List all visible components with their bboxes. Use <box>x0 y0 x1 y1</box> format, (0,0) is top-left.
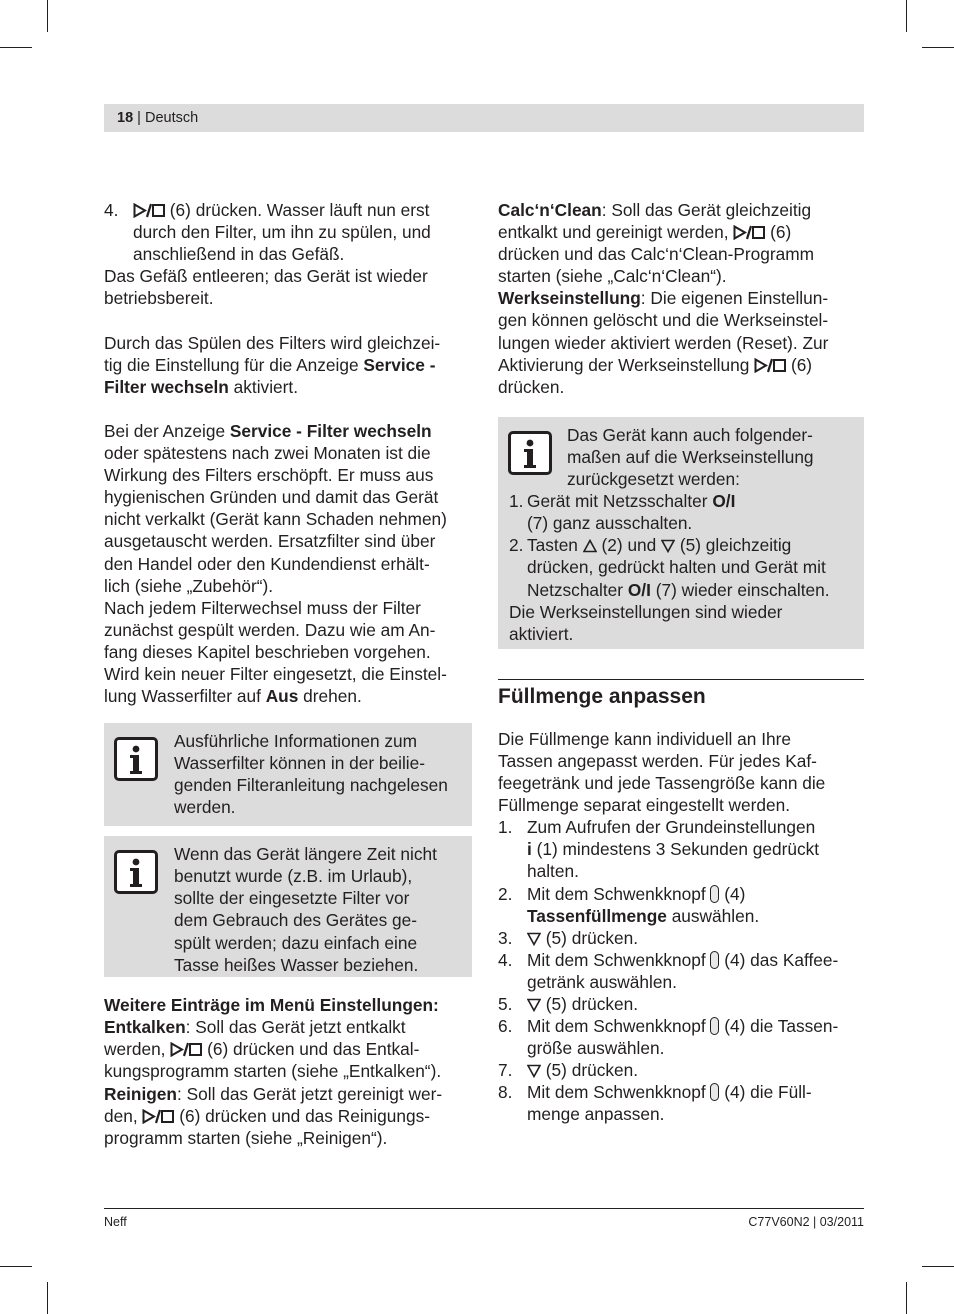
footer-divider <box>104 1208 864 1209</box>
triangle-down-icon <box>527 1059 541 1081</box>
text-span: (5) gleichzeitig <box>675 535 792 556</box>
crop-mark <box>0 1266 32 1267</box>
start-stop-icon <box>754 354 786 376</box>
switch-label: O/I <box>627 579 651 600</box>
text-span: (5) drücken. <box>541 927 639 948</box>
step-number: 1. <box>509 491 524 512</box>
triangle-down-icon <box>527 927 541 949</box>
text-line: gen können gelöscht und die Werkseinstel- <box>498 310 829 331</box>
text-span: (2) und <box>596 535 662 556</box>
triangle-down-icon <box>661 534 675 556</box>
reset-step-2 <box>509 534 858 600</box>
text-span: aktiviert. <box>228 376 299 397</box>
text-line: oder spätestens nach zwei Monaten ist die <box>104 443 431 464</box>
info-icon <box>508 431 552 475</box>
text-line: Tassen angepasst werden. Für jedes Kaf- <box>498 750 817 771</box>
menu-entry-label: Reinigen <box>104 1083 177 1104</box>
crop-mark <box>0 47 32 48</box>
switch-label: O/I <box>712 491 736 512</box>
start-stop-icon <box>170 1038 202 1060</box>
step-number: 2. <box>498 883 513 904</box>
text-line: getränk auswählen. <box>527 971 677 992</box>
start-stop-icon <box>133 199 165 221</box>
text-line: größe auswählen. <box>527 1038 665 1059</box>
display-label: Service - Filter wechseln <box>229 420 432 441</box>
text-span: (4) das Kaffee- <box>719 949 839 970</box>
step-5 <box>498 993 864 1015</box>
text-line: halten. <box>527 861 579 882</box>
text-line: starten (siehe „Calc‘n‘Clean“). <box>498 266 727 287</box>
text-line: Zum Aufrufen der Grundeinstellungen <box>527 817 816 838</box>
step-number: 6. <box>498 1016 513 1037</box>
text-line: drücken, gedrückt halten und Gerät mit <box>527 557 826 578</box>
text-line: lich (siehe „Zubehör“). <box>104 575 274 596</box>
text-line: Das Gerät kann auch folgender- <box>567 424 813 445</box>
text-line: Füllmenge separat eingestellt werden. <box>498 795 791 816</box>
text-line: Die Füllmenge kann individuell an Ihre <box>498 728 791 749</box>
text-span: den, <box>104 1105 143 1126</box>
text-span: Mit dem Schwenkknopf <box>527 1082 711 1103</box>
step-2 <box>498 883 864 927</box>
text-span: Tasten <box>527 535 583 556</box>
text-line: drücken. <box>498 376 565 397</box>
text-line: zunächst gespült werden. Dazu wie am An- <box>104 619 436 640</box>
reset-step-1 <box>509 490 858 534</box>
step-7 <box>498 1059 864 1081</box>
text-line: aktiviert. <box>509 623 574 644</box>
text-span: : Soll das Gerät jetzt gereinigt wer- <box>176 1083 443 1104</box>
footer-brand: Neff <box>104 1215 127 1229</box>
page-header <box>104 104 864 132</box>
step-number: 3. <box>498 927 513 948</box>
text-line: Wirkung des Filters erschöpft. Er muss aus <box>104 465 434 486</box>
step-8 <box>498 1081 864 1125</box>
text-line: den Handel oder den Kundendienst erhält- <box>104 553 430 574</box>
text-span: (6) <box>765 222 792 243</box>
footer-model: C77V60N2 | 03/2011 <box>748 1215 864 1229</box>
text-line: programm starten (siehe „Reinigen“). <box>104 1127 388 1148</box>
step-3 <box>498 927 864 949</box>
text-line: durch den Filter, um ihn zu spülen, und <box>133 222 431 243</box>
text-span: werden, <box>104 1039 171 1060</box>
crop-mark <box>922 47 954 48</box>
text-line: sollte der eingesetzte Filter vor <box>174 888 410 909</box>
text-span: Mit dem Schwenkknopf <box>527 949 711 970</box>
text-span: : Soll das Gerät gleichzeitig <box>601 200 812 220</box>
text-line: kungsprogramm starten (siehe „Entkalken“). <box>104 1061 442 1082</box>
step-number: 1. <box>498 817 513 838</box>
text-span: drehen. <box>298 686 362 707</box>
text-line: menge anpassen. <box>527 1104 665 1125</box>
text-line: anschließend in das Gefäß. <box>133 244 345 265</box>
text-line: Nach jedem Filterwechsel muss der Filter <box>104 597 421 618</box>
text-line: Tasse heißes Wasser beziehen. <box>174 954 419 975</box>
text-span: (6) drücken und das Reinigungs- <box>174 1105 430 1126</box>
text-line: hygienischen Gründen und damit das Gerät <box>104 487 439 508</box>
step-4b <box>498 949 864 993</box>
triangle-down-icon <box>527 993 541 1015</box>
text-line: lungen wieder aktiviert werden (Reset). Zur <box>498 332 829 353</box>
menu-entry-label: Werkseinstellung <box>498 288 641 309</box>
text-line: werden. <box>174 797 236 818</box>
text-span: (7) wieder einschalten. <box>650 579 830 600</box>
text-line: fang dieses Kapitel beschrieben vorgehen. <box>104 641 431 662</box>
setting-value: Aus <box>265 686 299 707</box>
text-line: betriebsbereit. <box>104 288 214 309</box>
text-line: feegetränk und jede Tassengröße kann die <box>498 773 826 794</box>
menu-entry-label: Calc‘n‘Clean <box>498 200 602 220</box>
step-6 <box>498 1015 864 1059</box>
step-number: 4. <box>498 949 513 970</box>
left-column <box>104 199 472 1149</box>
text-line: genden Filteranleitung nachgelesen <box>174 775 448 796</box>
text-span: Bei der Anzeige <box>104 420 230 441</box>
triangle-up-icon <box>583 534 597 556</box>
text-span: tig die Einstellung für die Anzeige <box>104 354 364 375</box>
text-line: Das Gefäß entleeren; das Gerät ist wieder <box>104 266 428 287</box>
text-span: (6) <box>786 354 813 375</box>
text-line: Die Werkseinstellungen sind wieder <box>509 601 783 622</box>
text-line: (6) drücken. Wasser läuft nun erst <box>165 200 430 220</box>
text-line: Wird kein neuer Filter eingesetzt, die Einstel- <box>104 663 447 684</box>
page-number: 18 <box>117 110 134 126</box>
step-number: 4. <box>104 200 119 220</box>
info-box-filter <box>104 723 472 826</box>
text-span: (4) <box>719 883 746 904</box>
text-span: Netzschalter <box>527 579 628 600</box>
step-1 <box>498 816 864 882</box>
crop-mark <box>47 0 48 32</box>
text-span: Gerät mit Netzsschalter <box>527 491 713 512</box>
text-line: maßen auf die Werkseinstellung <box>567 446 814 467</box>
text-span: Aktivierung der Werkseinstellung <box>498 354 755 375</box>
text-line: spült werden; dazu einfach eine <box>174 932 418 953</box>
menu-entry-label: Tassenfüllmenge <box>527 905 667 926</box>
text-span: (5) drücken. <box>541 1060 639 1081</box>
text-span: lung Wasserfilter auf <box>104 686 266 707</box>
text-span: (1) mindestens 3 Sekunden gedrückt <box>531 839 820 860</box>
text-line: benutzt wurde (z.B. im Urlaub), <box>174 866 413 887</box>
display-label: Filter wechseln <box>104 376 229 397</box>
step-number: 8. <box>498 1082 513 1103</box>
info-icon <box>114 737 158 781</box>
text-span: Mit dem Schwenkknopf <box>527 1016 711 1037</box>
crop-mark <box>906 0 907 32</box>
start-stop-icon <box>733 221 765 243</box>
display-label: Service - <box>363 354 436 375</box>
text-span: (5) drücken. <box>541 993 639 1014</box>
step-4 <box>104 199 472 265</box>
text-span: entkalkt und gereinigt werden, <box>498 222 734 243</box>
step-number: 7. <box>498 1060 513 1081</box>
text-line: nicht verkalkt (Gerät kann Schaden nehmen) <box>104 509 447 530</box>
step-number: 2. <box>509 535 524 556</box>
text-span: : Soll das Gerät jetzt entkalkt <box>185 1017 406 1038</box>
text-line: Ausführliche Informationen zum <box>174 731 418 752</box>
section-heading: Füllmenge anpassen <box>498 684 706 708</box>
section-subheading: Weitere Einträge im Menü Einstellungen: <box>104 995 439 1016</box>
text-line: zurückgesetzt werden: <box>567 469 740 490</box>
right-column <box>498 199 864 1126</box>
text-line: ausgetauscht werden. Ersatzfilter sind über <box>104 531 436 552</box>
text-line: Durch das Spülen des Filters wird gleichzei- <box>104 332 441 353</box>
step-number: 5. <box>498 993 513 1014</box>
section-divider <box>498 679 864 680</box>
menu-entry-label: Entkalken <box>104 1017 186 1038</box>
text-span: (6) drücken und das Entkal- <box>202 1039 420 1060</box>
crop-mark <box>906 1282 907 1314</box>
info-box-reset <box>498 417 864 649</box>
text-span: : Die eigenen Einstellun- <box>640 288 829 309</box>
text-line: Wenn das Gerät längere Zeit nicht <box>174 844 437 865</box>
text-line: dem Gebrauch des Gerätes ge- <box>174 910 418 931</box>
text-span: (4) die Tassen- <box>719 1016 839 1037</box>
language-label: | Deutsch <box>137 110 199 126</box>
text-span: Mit dem Schwenkknopf <box>527 883 711 904</box>
info-box-usage <box>104 836 472 977</box>
i-button-label: i <box>527 839 532 860</box>
info-icon <box>114 850 158 894</box>
crop-mark <box>922 1266 954 1267</box>
text-line: (7) ganz ausschalten. <box>527 513 693 534</box>
text-span: (4) die Füll- <box>719 1082 812 1103</box>
text-line: Wasserfilter können in der beilie- <box>174 753 426 774</box>
start-stop-icon <box>142 1105 174 1127</box>
text-span: auswählen. <box>666 905 760 926</box>
text-line: drücken und das Calc‘n‘Clean-Programm <box>498 244 815 265</box>
crop-mark <box>47 1282 48 1314</box>
